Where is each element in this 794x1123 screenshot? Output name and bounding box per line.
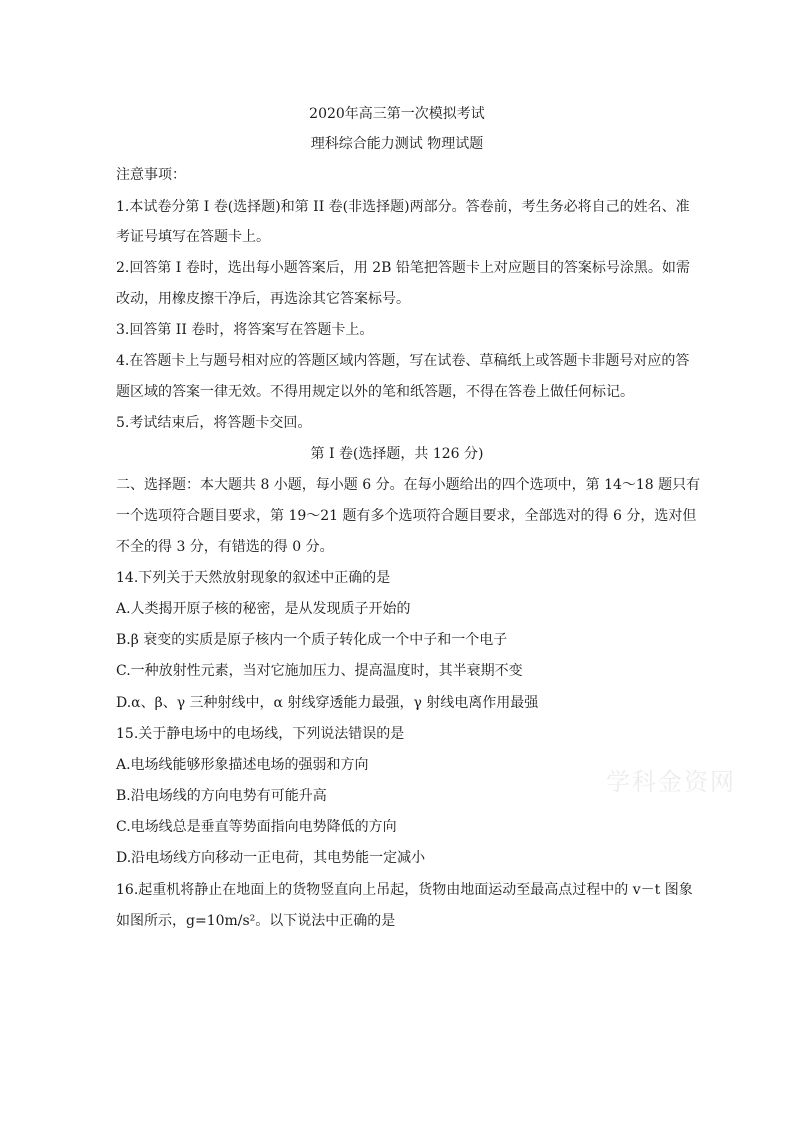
section-title: 第 I 卷(选择题，共 126 分) [310,446,484,462]
question-15-option-a: A.电场线能够形象描述电场的强弱和方向 [116,757,369,773]
notes-line: 题区域的答案一律无效。不得用规定以外的笔和纸答题，不得在答卷上做任何标记。 [116,384,634,400]
exam-title: 2020年高三第一次模拟考试 [309,106,485,122]
question-14-option-b: B.β 衰变的实质是原子核内一个质子转化成一个中子和一个电子 [116,632,508,648]
notes-line: 2.回答第 I 卷时，选出每小题答案后，用 2B 铅笔把答题卡上对应题目的答案标号涂黑。如需 [116,260,690,276]
question-16-stem: 16.起重机将静止在地面上的货物竖直向上吊起，货物由地面运动至最高点过程中的 v－t 图象 [116,882,693,898]
notes-heading: 注意事项： [116,167,186,183]
notes-line: 1.本试卷分第 I 卷(选择题)和第 II 卷(非选择题)两部分。答卷前，考生务必将自己的姓名、准 [116,199,690,215]
watermark: 学科金资网 [606,768,736,796]
question-15-stem: 15.关于静电场中的电场线，下列说法错误的是 [116,726,405,742]
question-14-option-d: D.α、β、γ 三种射线中，α 射线穿透能力最强，γ 射线电离作用最强 [116,695,539,711]
question-15-option-c: C.电场线总是垂直等势面指向电势降低的方向 [116,819,397,835]
question-15-option-d: D.沿电场线方向移动一正电荷，其电势能一定减小 [116,850,426,866]
question-14-stem: 14.下列关于天然放射现象的叙述中正确的是 [116,570,391,586]
notes-line: 4.在答题卡上与题号相对应的答题区域内答题，写在试卷、草稿纸上或答题卡非题号对应的答 [116,353,690,369]
notes-line: 改动，用橡皮擦干净后，再选涂其它答案标号。 [116,291,410,307]
question-14-option-c: C.一种放射性元素，当对它施加压力、提高温度时，其半衰期不变 [116,663,523,679]
notes-line: 3.回答第 II 卷时，将答案写在答题卡上。 [116,322,374,338]
notes-line: 考证号填写在答题卡上。 [116,229,270,245]
question-15-option-b: B.沿电场线的方向电势有可能升高 [116,788,327,804]
section-instruction: 二、选择题：本大题共 8 小题，每小题 6 分。在每小题给出的四个选项中，第 14～18 题只有 [116,477,701,493]
question-16-stem: 如图所示，g=10m/s²。以下说法中正确的是 [116,913,396,929]
section-instruction: 不全的得 3 分，有错选的得 0 分。 [116,539,334,555]
exam-subtitle: 理科综合能力测试 物理试题 [310,136,484,152]
notes-line: 5.考试结束后，将答题卡交回。 [116,415,312,431]
section-instruction: 一个选项符合题目要求，第 19～21 题有多个选项符合题目要求，全部选对的得 6 分，选对但 [116,508,697,524]
question-14-option-a: A.人类揭开原子核的秘密，是从发现质子开始的 [116,601,411,617]
